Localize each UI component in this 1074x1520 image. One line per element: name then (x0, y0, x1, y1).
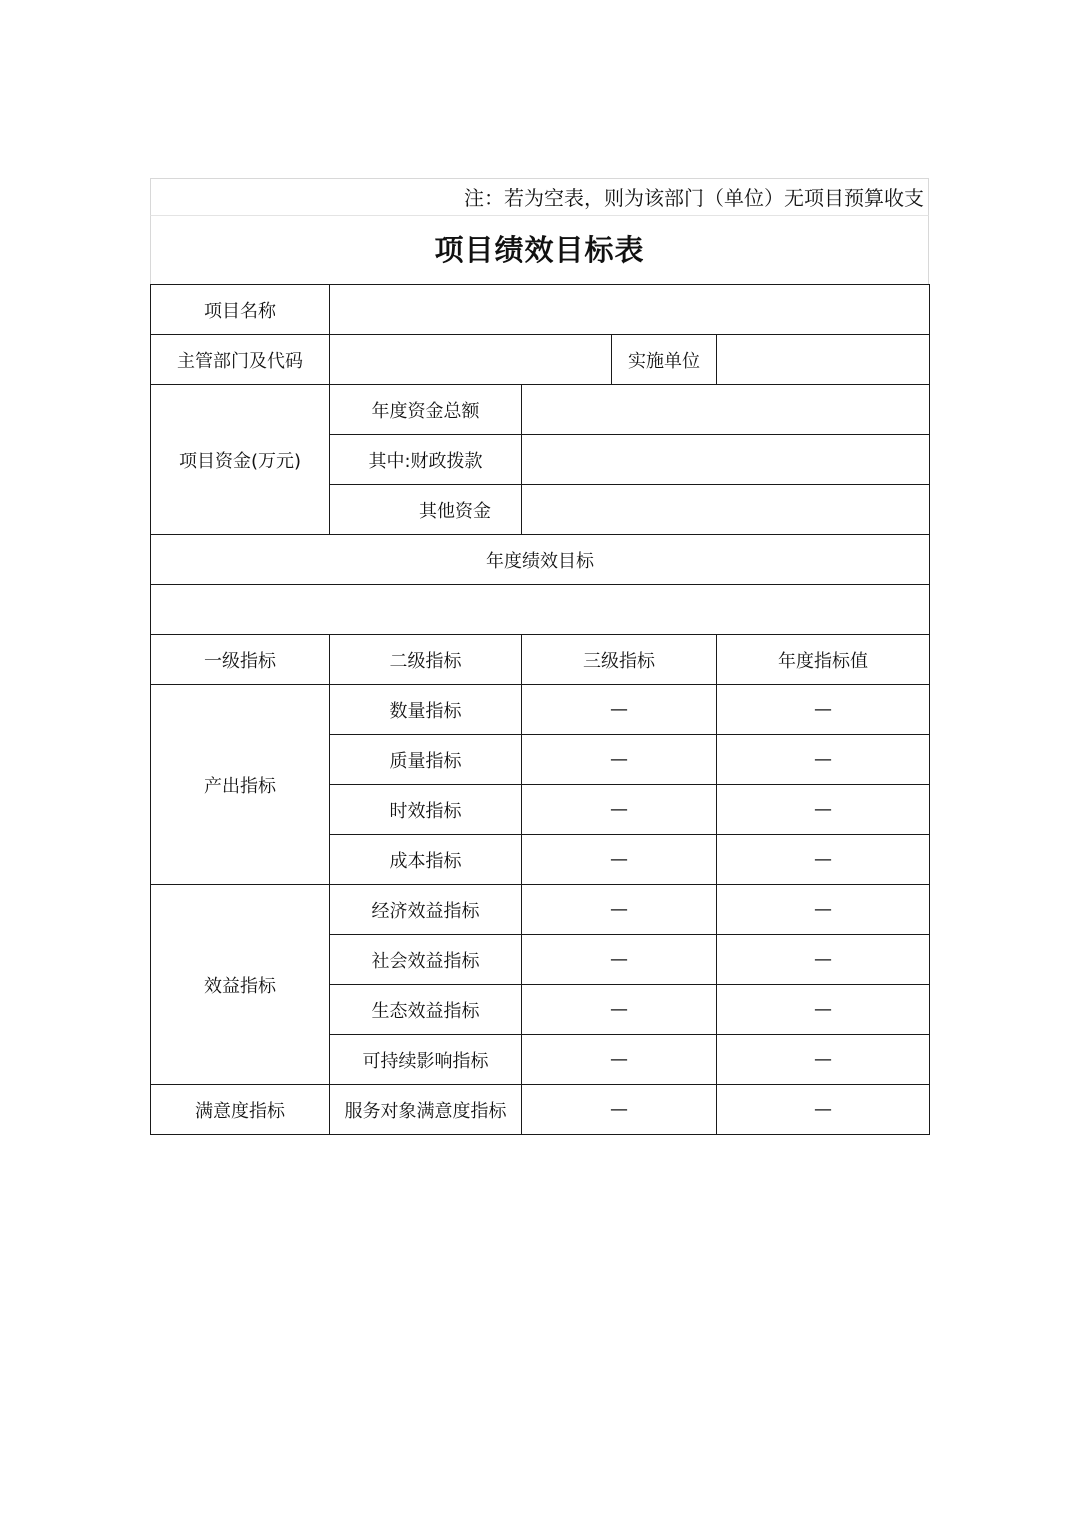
level3-dash: — (610, 749, 628, 770)
level2-cell: 服务对象满意度指标 (330, 1085, 522, 1135)
annual-target-value-row (151, 585, 930, 635)
impl-unit-value[interactable] (717, 335, 930, 385)
value-dash: — (814, 699, 832, 720)
impl-unit-label: 实施单位 (612, 335, 717, 385)
header-level1: 一级指标 (151, 635, 330, 685)
funds-row-total (151, 385, 930, 435)
level3-dash: — (610, 699, 628, 720)
value-dash: — (814, 849, 832, 870)
annual-value-cell[interactable] (717, 1035, 930, 1085)
level3-dash: — (610, 1099, 628, 1120)
level2-cell: 成本指标 (330, 835, 522, 885)
value-dash: — (814, 949, 832, 970)
level3-cell[interactable] (522, 785, 717, 835)
performance-target-sheet (150, 178, 929, 1135)
value-dash: — (814, 899, 832, 920)
annual-value-cell[interactable] (717, 785, 930, 835)
level3-cell[interactable] (522, 685, 717, 735)
performance-table (150, 284, 930, 1135)
level2-cell: 质量指标 (330, 735, 522, 785)
project-funds-label: 项目资金(万元) (151, 385, 330, 535)
level3-cell[interactable] (522, 1035, 717, 1085)
level3-cell[interactable] (522, 885, 717, 935)
dept-code-value[interactable] (330, 335, 612, 385)
annual-value-cell[interactable] (717, 685, 930, 735)
project-name-row (151, 285, 930, 335)
fiscal-value[interactable] (522, 435, 930, 485)
level3-dash: — (610, 999, 628, 1020)
header-annual-value: 年度指标值 (717, 635, 930, 685)
header-level3: 三级指标 (522, 635, 717, 685)
header-level2: 二级指标 (330, 635, 522, 685)
annual-target-value[interactable] (151, 585, 930, 635)
level3-dash: — (610, 849, 628, 870)
level2-cell: 生态效益指标 (330, 985, 522, 1035)
level3-dash: — (610, 899, 628, 920)
value-dash: — (814, 1049, 832, 1070)
level2-cell: 时效指标 (330, 785, 522, 835)
project-name-label: 项目名称 (151, 285, 330, 335)
level3-cell[interactable] (522, 935, 717, 985)
level2-cell: 经济效益指标 (330, 885, 522, 935)
fiscal-label: 其中:财政拨款 (330, 435, 522, 485)
annual-target-label: 年度绩效目标 (151, 535, 930, 585)
output-indicator-group: 产出指标 (151, 685, 330, 885)
value-dash: — (814, 1099, 832, 1120)
annual-total-value[interactable] (522, 385, 930, 435)
annual-value-cell[interactable] (717, 885, 930, 935)
level2-cell: 数量指标 (330, 685, 522, 735)
value-dash: — (814, 799, 832, 820)
annual-value-cell[interactable] (717, 1085, 930, 1135)
annual-target-header-row (151, 535, 930, 585)
value-dash: — (814, 749, 832, 770)
indicator-header-row (151, 635, 930, 685)
level3-cell[interactable] (522, 835, 717, 885)
page-title: 项目绩效目标表 (150, 216, 929, 284)
project-name-value[interactable] (330, 285, 930, 335)
dept-code-label: 主管部门及代码 (151, 335, 330, 385)
level3-cell[interactable] (522, 1085, 717, 1135)
table-row (151, 1085, 930, 1135)
table-row (151, 685, 930, 735)
level3-cell[interactable] (522, 735, 717, 785)
level3-dash: — (610, 1049, 628, 1070)
other-funds-label: 其他资金 (330, 485, 522, 535)
table-row (151, 885, 930, 935)
satisfaction-indicator-group: 满意度指标 (151, 1085, 330, 1135)
level3-dash: — (610, 799, 628, 820)
benefit-indicator-group: 效益指标 (151, 885, 330, 1085)
annual-value-cell[interactable] (717, 935, 930, 985)
annual-value-cell[interactable] (717, 985, 930, 1035)
level3-cell[interactable] (522, 985, 717, 1035)
dept-row (151, 335, 930, 385)
empty-table-note: 注：若为空表，则为该部门（单位）无项目预算收支 (150, 178, 929, 216)
other-funds-value[interactable] (522, 485, 930, 535)
level2-cell: 可持续影响指标 (330, 1035, 522, 1085)
value-dash: — (814, 999, 832, 1020)
annual-total-label: 年度资金总额 (330, 385, 522, 435)
annual-value-cell[interactable] (717, 835, 930, 885)
level2-cell: 社会效益指标 (330, 935, 522, 985)
level3-dash: — (610, 949, 628, 970)
annual-value-cell[interactable] (717, 735, 930, 785)
